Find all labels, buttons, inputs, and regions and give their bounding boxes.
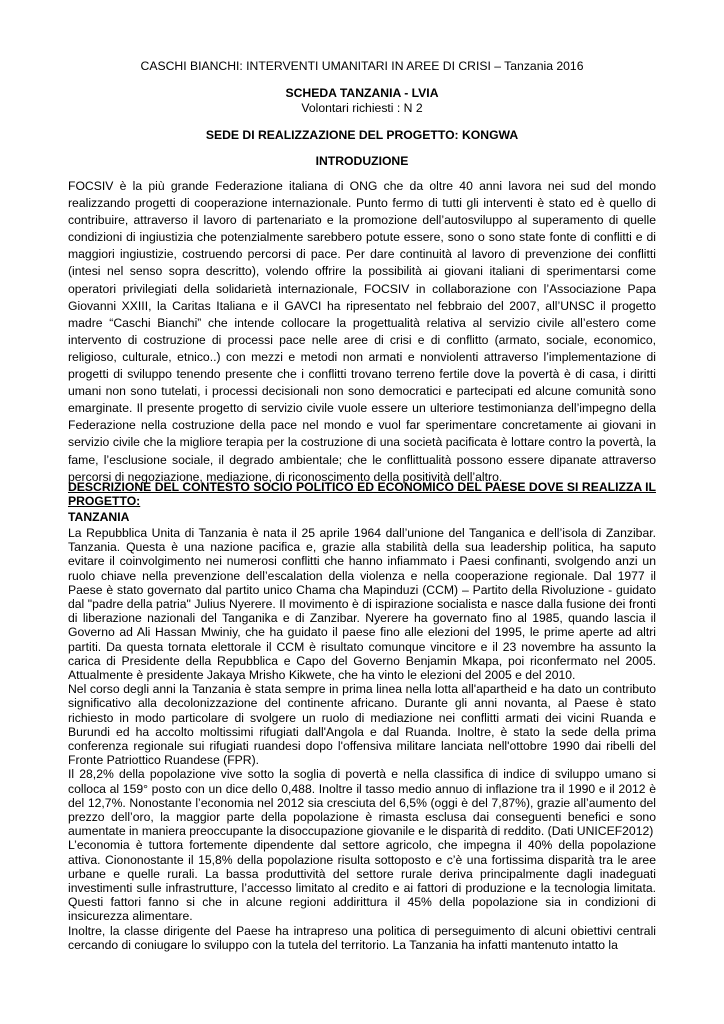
- context-body: [68, 526, 656, 952]
- context-paragraph: Nel corso degli anni la Tanzania è stata sempre in prima linea nella lotta all'apartheid e ha dato un contributo significativo alla decolonizzazione del continente africano. Durante gli anni novanta, al Paese è stato richiesto in modo particolare di svolgere un ruolo di mediazione nei conflitti armati dei vicini Ruanda e Burundi ed ha accolto moltissimi rifugiati dall'Angola e dal Ruanda. Inoltre, è stato la sede della prima conferenza regionale sui rifugiati ruandesi dopo l'offensiva militare lanciata nell'ottobre 1990 dai ribelli del Fronte Patriottico Ruandese (FPR).: [68, 682, 656, 768]
- context-paragraph: L’economia è tuttora fortemente dipendente dal settore agricolo, che impegna il 40% della popolazione attiva. Ciononostante il 15,8% della popolazione risulta sottoposto e c’è una fortissima disparità tra le aree urbane e quelle rurali. La bassa produttività del settore rurale deriva principalmente dagli inadeguati investimenti sulle infrastrutture, l’accesso limitato al credito e ai fattori di produzione e la tecnologia limitata. Questi fattori fanno si che in alcune regioni addirittura il 45% della popolazione sia in condizioni di insicurezza alimentare.: [68, 838, 656, 924]
- volontari-count: Volontari richiesti : N 2: [301, 101, 423, 115]
- context-paragraph: Inoltre, la classe dirigente del Paese ha intrapreso una politica di perseguimento di alcuni obiettivi centrali cercando di coniugare lo sviluppo con la tutela del territorio. La Tanzania ha infatti mantenuto intatto la: [68, 923, 656, 952]
- document-header: CASCHI BIANCHI: INTERVENTI UMANITARI IN AREE DI CRISI – Tanzania 2016: [140, 59, 584, 73]
- scheda-title: SCHEDA TANZANIA - LVIA: [285, 86, 439, 100]
- context-heading: DESCRIZIONE DEL CONTESTO SOCIO POLITICO ED ECONOMICO DEL PAESE DOVE SI REALIZZA IL PROGETTO:: [68, 480, 656, 508]
- country-heading: TANZANIA: [68, 510, 130, 524]
- intro-heading: INTRODUZIONE: [315, 154, 409, 168]
- context-paragraph: La Repubblica Unita di Tanzania è nata il 25 aprile 1964 dall’unione del Tanganica e dell’isola di Zanzibar. Tanzania. Questa è una nazione pacifica e, grazie alla stabilità della sua leadership politica, ha saputo evitare il coinvolgimento nei numerosi conflitti che hanno infiammato i Paesi confinanti, svolgendo anzi un ruolo chiave nella prevenzione dell’escalation della violenza e nella cooperazione regionale. Dal 1977 il Paese è stato governato dal partito unico Chama cha Mapinduzi (CCM) – Partito della Rivoluzione - guidato dal "padre della patria" Julius Nyerere. Il movimento è di ispirazione socialista e nasce dalla fusione dei fronti di liberazione nazionali del Tanganika e di Zanzibar. Nyerere ha governato fino al 1985, quando lascia il Governo ad Ali Hassan Mwiniy, che ha guidato il paese fino alle elezioni del 1995, le prime aperte ad altri partiti. Da questa tornata elettorale il CCM è risultato comunque vincitore e il 23 novembre ha assunto la carica di Presidente della Repubblica e Capo del Governo Benjamin Mkapa, poi riconfermato nel 2005. Attualmente è presidente Jakaya Mrisho Kikwete, che ha vinto le elezioni del 2005 e del 2010.: [68, 526, 656, 683]
- sede-heading: SEDE DI REALIZZAZIONE DEL PROGETTO: KONGWA: [205, 128, 519, 142]
- intro-paragraph: FOCSIV è la più grande Federazione italiana di ONG che da oltre 40 anni lavora nei sud del mondo realizzando progetti di cooperazione internazionale. Punto fermo di tutti gli interventi è stato ed è quello di contribuire, attraverso il lavoro di partenariato e la promozione dell’autosviluppo al superamento di quelle condizioni di ingiustizia che potenzialmente sarebbero potute essere, sono o sono state fonte di conflitti e di maggiori ingiustizie, costruendo percorsi di pace. Per dare continuità al lavoro di prevenzione dei conflitti (intesi nel senso sopra descritto), volendo offrire la possibilità ai giovani italiani di sperimentarsi come operatori privilegiati della solidarietà internazionale, FOCSIV in collaborazione con l’Associazione Papa Giovanni XXIII, la Caritas Italiana e il GAVCI ha ripresentato nel febbraio del 2007, all’UNSC il progetto madre “Caschi Bianchi” che intende collocare la progettualità relativa al servizio civile all’estero come intervento di costruzione di processi pace nelle aree di crisi e di conflitto (armato, sociale, economico, religioso, culturale, etnico..) con mezzi e metodi non armati e nonviolenti attraverso l’implementazione di progetti di sviluppo tenendo presente che i conflitti trovano terreno fertile dove la povertà è di casa, i diritti umani non sono tutelati, i processi decisionali non sono democratici e partecipati ed alcune comunità sono emarginate. Il presente progetto di servizio civile vuole essere un ulteriore testimonianza dell’impegno della Federazione nella costruzione della pace nel mondo e vuol far sperimentare concretamente ai giovani in servizio civile che la migliore terapia per la costruzione di una società pacificata è lottare contro la povertà, la fame, l’esclusione sociale, il degrado ambientale; che le conflittualità possono essere dipanate attraverso percorsi di negoziazione, mediazione, di riconoscimento della positività dell’altro.: [68, 179, 656, 484]
- context-paragraph: Il 28,2% della popolazione vive sotto la soglia di povertà e nella classifica di indice di sviluppo umano si colloca al 159° posto con un dice dello 0,488. Inoltre il tasso medio annuo di inflazione tra il 1990 e il 2012 è del 12,7%. Nonostante l’economia nel 2012 sia cresciuta del 6,5% (oggi è del 7,87%), grazie all’aumento del prezzo dell’oro, la maggior parte della popolazione è rimasta esclusa dai conseguenti benefici e sono aumentate in maniera preoccupante la disoccupazione giovanile e le disparità di reddito. (Dati UNICEF2012): [68, 767, 656, 839]
